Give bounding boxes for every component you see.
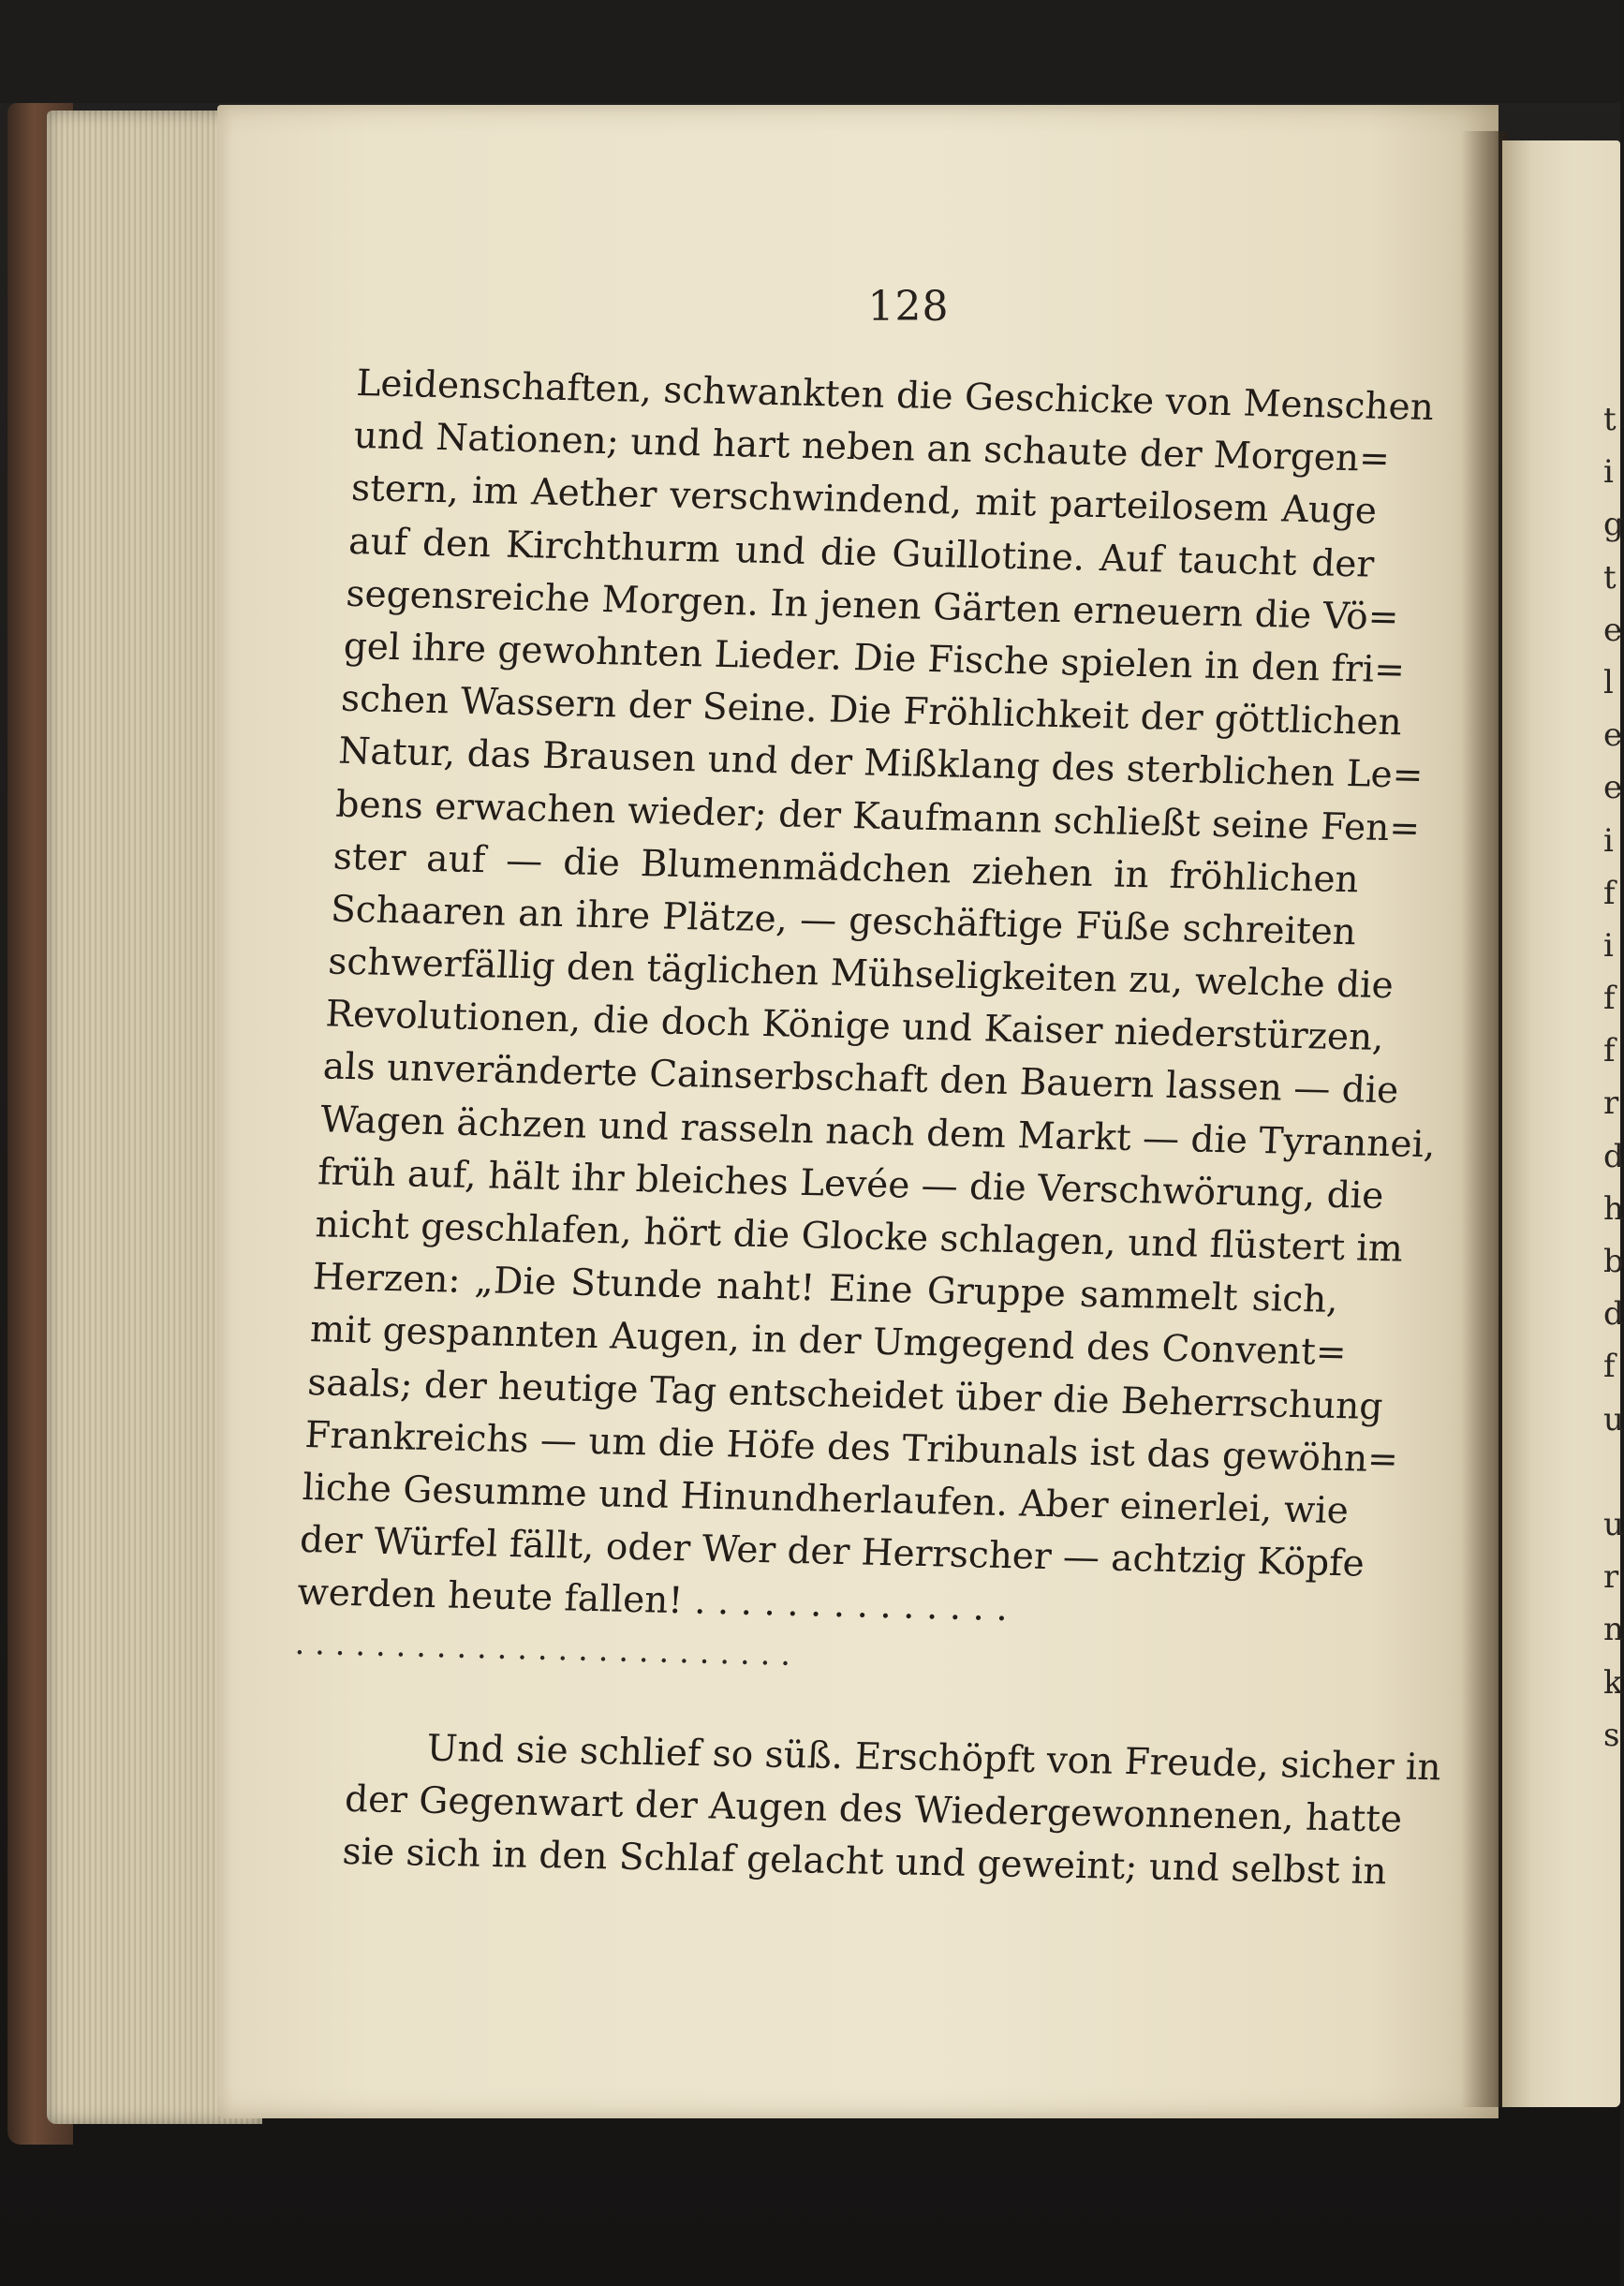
facing-page-fragment: d [1603, 1137, 1624, 1175]
text-line: und Nationen; und hart neben an schaute der Morgen= [352, 415, 1391, 481]
facing-page-fragment: t [1603, 401, 1617, 438]
text-line: ster auf — die Blumenmädchen ziehen in fröhlichen [332, 835, 1360, 902]
text-line: früh auf, hält ihr bleiches Levée — die Verschwörung, die [317, 1151, 1385, 1217]
facing-page-fragment: t [1603, 558, 1617, 597]
facing-page-fragment: g [1603, 506, 1624, 544]
text-line: sie sich in den Schlaf gelacht und geweint; und selbst in [341, 1831, 1388, 1894]
facing-page-fragment: n [1603, 1611, 1624, 1649]
text-line: Frankreichs — um die Höfe des Tribunals ist das gewöhn= [303, 1413, 1399, 1482]
paragraph-1 [293, 358, 1437, 1689]
text-line: stern, im Aether verschwindend, mit parteilosem Auge [350, 467, 1378, 534]
text-line: Leidenschaften, schwankten die Geschicke von Menschen [355, 361, 1435, 430]
text-line: Wagen ächzen und rasseln nach dem Markt — die Tyrannei, [319, 1098, 1437, 1166]
book-gutter-shadow [1461, 131, 1508, 2107]
facing-page-fragment: r [1603, 1558, 1619, 1597]
facing-page-fragment: e [1603, 611, 1623, 649]
text-line: werden heute fallen! . . . . . . . . . . . . . . [296, 1571, 1010, 1630]
facing-page-fragment: u [1603, 1505, 1624, 1543]
facing-page-fragment: e [1603, 716, 1623, 755]
text-line: Und sie schlief so süß. Erschöpft von Freude, sicher in [425, 1727, 1442, 1790]
facing-page-fragment: k [1603, 1663, 1623, 1702]
text-line: als unveränderte Cainserbschaft den Bauern lassen — die [321, 1045, 1400, 1113]
text-line: nicht geschlafen, hört die Glocke schlagen, und flüstert im [314, 1203, 1404, 1271]
page-number: 128 [867, 283, 950, 331]
text-line: auf den Kirchthurm und die Guillotine. Auf taucht der [347, 520, 1376, 586]
text-line: liche Gesumme und Hinundherlaufen. Aber einerlei, wie [301, 1466, 1350, 1533]
text-line: Schaaren an ihre Plätze, — geschäftige Füße schreiten [330, 888, 1358, 954]
text-line: Herzen: „Die Stunde naht! Eine Gruppe sammelt sich, [311, 1256, 1339, 1322]
facing-page-fragment: f [1603, 1348, 1616, 1386]
text-line: Natur, das Brausen und der Mißklang des sterblichen Le= [337, 730, 1425, 798]
text-line: der Würfel fällt, oder Wer der Herrscher — achtzig Köpfe [299, 1519, 1366, 1585]
text-line: gel ihre gewohnten Lieder. Die Fische spielen in den fri= [342, 625, 1407, 692]
facing-page-fragment: u [1603, 1400, 1624, 1438]
facing-page-fragment: f [1603, 1032, 1616, 1070]
facing-page-text-fragments [1603, 393, 1624, 1762]
text-line: segensreiche Morgen. In jenen Gärten erneuern die Vö= [345, 572, 1400, 640]
text-line: schen Wassern der Seine. Die Fröhlichkeit der göttlichen [340, 677, 1403, 745]
facing-page-fragment: b [1603, 1243, 1624, 1280]
facing-page-fragment: i [1603, 453, 1614, 492]
text-line: bens erwachen wieder; der Kaufmann schließt seine Fen= [334, 783, 1422, 850]
ellipsis-dots-line: . . . . . . . . . . . . . . . . . . . . . . . . . [293, 1624, 792, 1674]
book-top-edge [0, 0, 1620, 103]
facing-page-fragment: f [1603, 874, 1616, 912]
paragraph-2 [341, 1721, 1442, 1898]
facing-page-fragment: s [1603, 1716, 1620, 1754]
facing-page-fragment: e [1603, 769, 1623, 807]
facing-page-fragment: r [1603, 1084, 1619, 1123]
text-line: Revolutionen, die doch Könige und Kaiser niederstürzen, [324, 993, 1385, 1060]
text-line: schwerfällig den täglichen Mühseligkeiten zu, welche die [327, 940, 1395, 1008]
text-line: mit gespannten Augen, in der Umgegend des Convent= [309, 1308, 1348, 1375]
facing-page-fragment: i [1603, 821, 1614, 860]
facing-page-fragment [1603, 1446, 1620, 1498]
text-line: saals; der heutige Tag entscheidet über die Beherrschung [306, 1361, 1384, 1428]
text-line: der Gegenwart der Augen des Wiedergewonnenen, hatte [344, 1778, 1403, 1841]
facing-page-fragment: d [1603, 1295, 1624, 1334]
facing-page-fragment: f [1603, 980, 1616, 1018]
facing-page-fragment: l [1603, 663, 1614, 701]
facing-page-fragment: h [1603, 1189, 1624, 1228]
facing-page-fragment: i [1603, 926, 1614, 965]
